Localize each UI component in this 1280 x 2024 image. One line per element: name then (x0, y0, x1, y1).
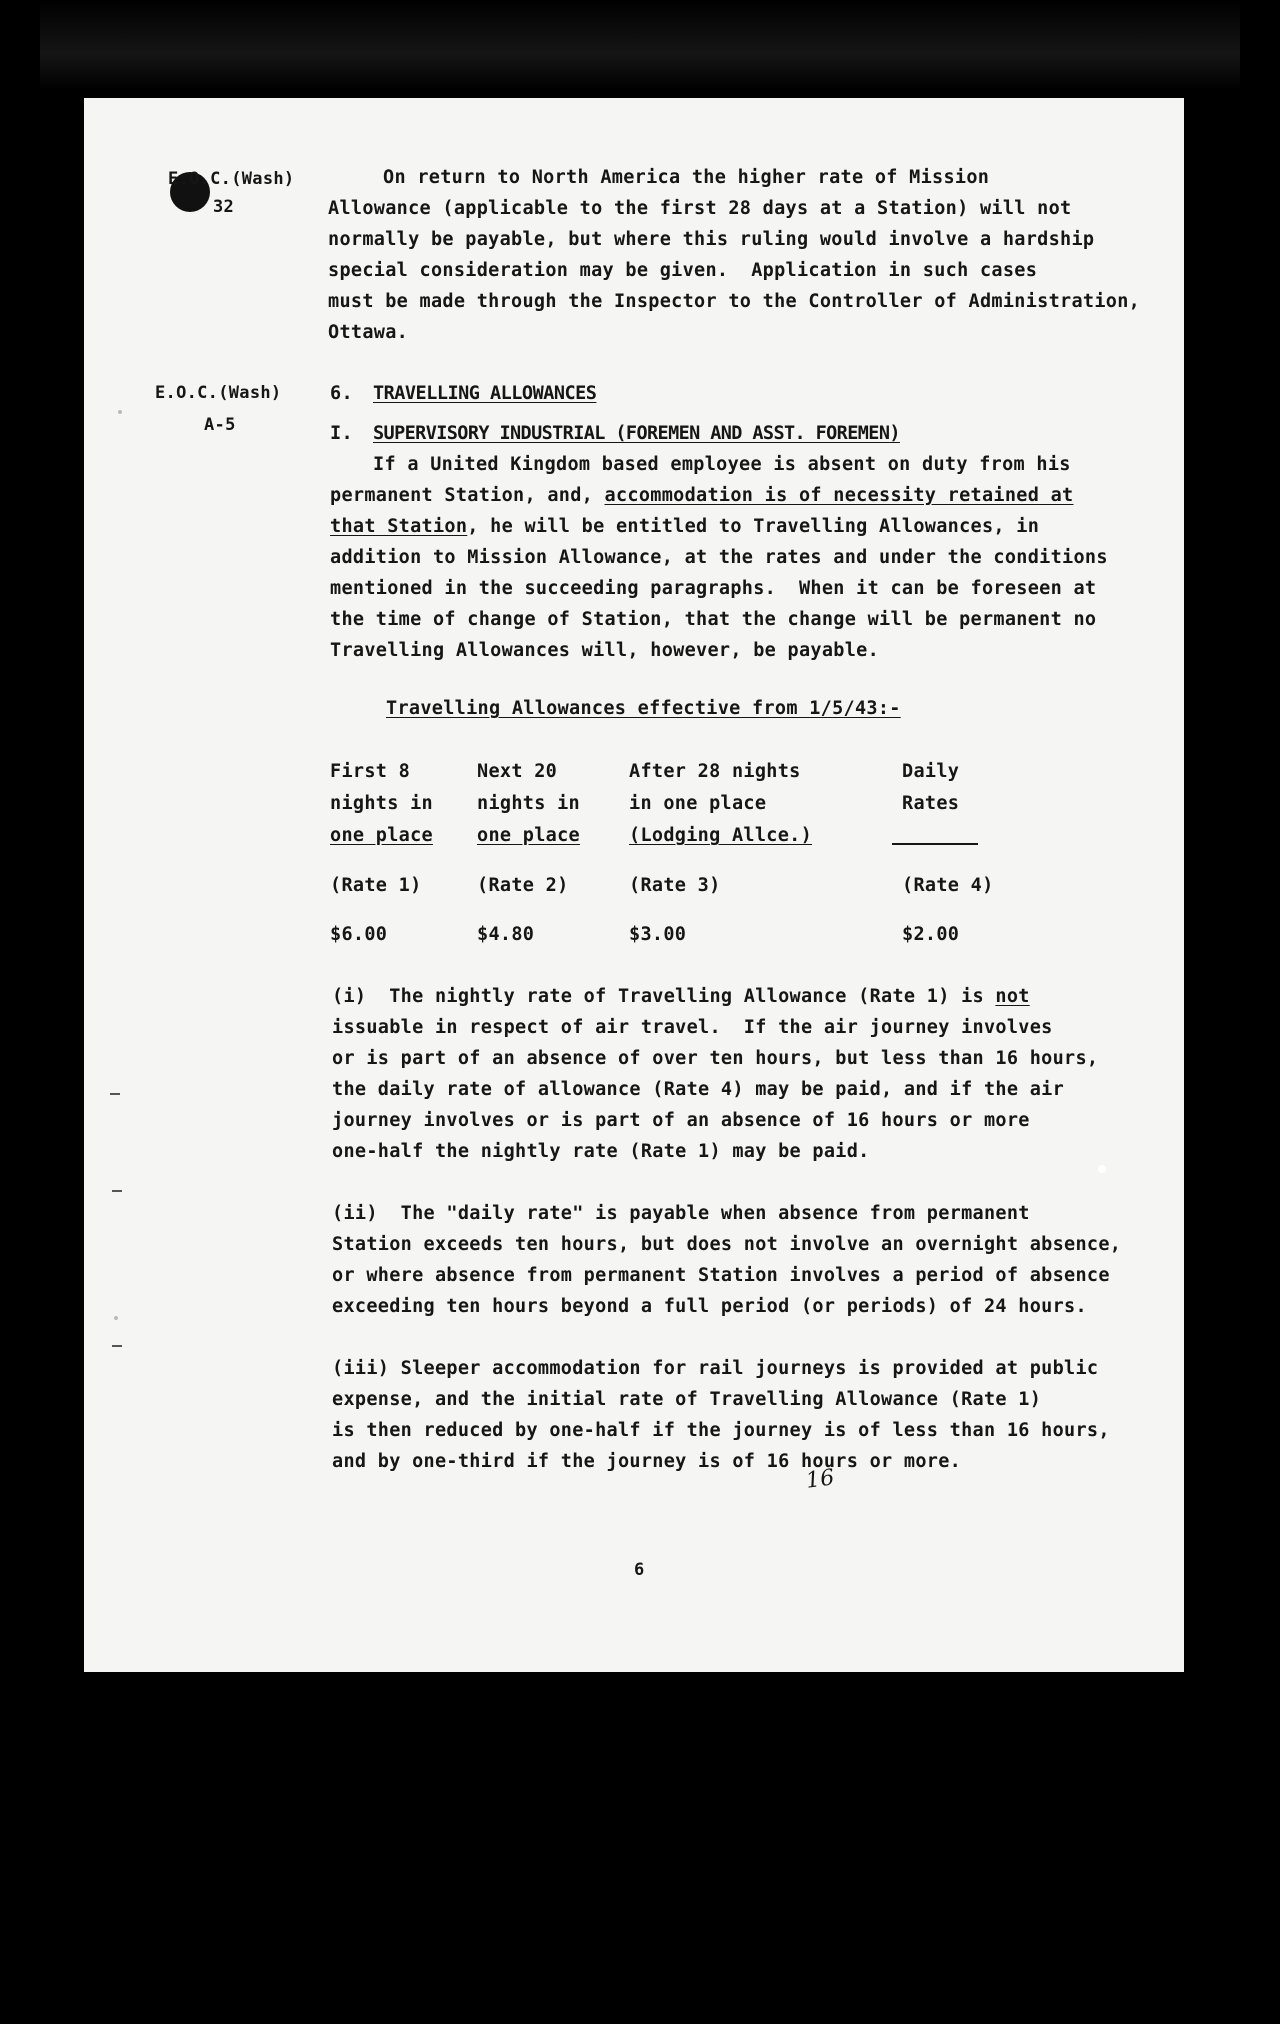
rate-column-header: Next 20 (477, 761, 558, 782)
margin-ref-2-number: A-5 (204, 415, 236, 435)
intro-line: On return to North America the higher rate of Mission (383, 167, 990, 188)
note-iii-line: is then reduced by one-half if the journey is of less than 16 hours, (332, 1420, 1110, 1441)
rate-column-header: (Lodging Allce.) (629, 825, 813, 846)
note-iii-line: expense, and the initial rate of Travelling Allowance (Rate 1) (332, 1389, 1042, 1410)
film-edge (40, 0, 1240, 90)
rate-column-rule (892, 843, 978, 845)
body-line: Travelling Allowances will, however, be payable. (330, 640, 880, 661)
note-iii-line: and by one-third if the journey is of 16 hours or more. (332, 1451, 962, 1472)
rate-column-header: First 8 (330, 761, 411, 782)
rate-column-header: Rates (902, 793, 960, 814)
rate-value: $4.80 (477, 924, 535, 945)
rate-column-header: one place (477, 825, 580, 846)
table-title: Travelling Allowances effective from 1/5/43:- (386, 698, 901, 719)
section-number: 6. (330, 383, 353, 404)
body-line: that Station, he will be entitled to Travelling Allowances, in (330, 516, 1040, 537)
note-i-line: issuable in respect of air travel. If the air journey involves (332, 1017, 1053, 1038)
note-ii-line: or where absence from permanent Station involves a period of absence (332, 1265, 1110, 1286)
section-heading: TRAVELLING ALLOWANCES (373, 383, 597, 404)
rate-label: (Rate 4) (902, 875, 994, 896)
body-line: If a United Kingdom based employee is absent on duty from his (373, 454, 1071, 475)
rate-column-header: nights in (330, 793, 433, 814)
rate-column-header: one place (330, 825, 433, 846)
speck (118, 410, 122, 414)
note-ii-line: (ii) The "daily rate" is payable when absence from permanent (332, 1203, 1030, 1224)
margin-tick-mark (112, 1190, 122, 1192)
note-ii-line: exceeding ten hours beyond a full period (or periods) of 24 hours. (332, 1296, 1087, 1317)
note-i-line: or is part of an absence of over ten hours, but less than 16 hours, (332, 1048, 1099, 1069)
note-i-line: one-half the nightly rate (Rate 1) may be paid. (332, 1141, 870, 1162)
body-line: addition to Mission Allowance, at the rates and under the conditions (330, 547, 1108, 568)
rate-label: (Rate 3) (629, 875, 721, 896)
rate-value: $2.00 (902, 924, 960, 945)
rate-column-header: in one place (629, 793, 767, 814)
note-i-line: journey involves or is part of an absence of 16 hours or more (332, 1110, 1030, 1131)
body-line: mentioned in the succeeding paragraphs. When it can be foreseen at (330, 578, 1097, 599)
body-line: permanent Station, and, accommodation is of necessity retained at (330, 485, 1074, 506)
speck (1098, 1165, 1106, 1173)
intro-line: special consideration may be given. Application in such cases (328, 260, 1038, 281)
speck (114, 1316, 118, 1320)
margin-ref-2: E.O.C.(Wash) (155, 383, 282, 403)
rate-value: $6.00 (330, 924, 388, 945)
margin-ref-1: E.O.C.(Wash) (168, 169, 295, 189)
note-i-line: (i) The nightly rate of Travelling Allowance (Rate 1) is not (332, 986, 1030, 1007)
margin-ref-1-number: 32 (213, 197, 235, 217)
rate-column-header: nights in (477, 793, 580, 814)
rate-label: (Rate 2) (477, 875, 569, 896)
subsection-heading: SUPERVISORY INDUSTRIAL (FOREMEN AND ASST. FOREMEN) (373, 423, 900, 444)
margin-tick-mark (112, 1345, 122, 1347)
intro-line: Allowance (applicable to the first 28 days at a Station) will not (328, 198, 1072, 219)
margin-tick-mark (110, 1093, 120, 1095)
subsection-number: I. (330, 423, 353, 444)
rate-column-header: Daily (902, 761, 960, 782)
intro-line: normally be payable, but where this ruling would involve a hardship (328, 229, 1095, 250)
note-iii-line: (iii) Sleeper accommodation for rail journeys is provided at public (332, 1358, 1099, 1379)
note-ii-line: Station exceeds ten hours, but does not involve an overnight absence, (332, 1234, 1122, 1255)
rate-value: $3.00 (629, 924, 687, 945)
intro-line: Ottawa. (328, 322, 409, 343)
rate-label: (Rate 1) (330, 875, 422, 896)
rate-column-header: After 28 nights (629, 761, 801, 782)
page-number: 6 (634, 1560, 645, 1580)
note-i-line: the daily rate of allowance (Rate 4) may be paid, and if the air (332, 1079, 1065, 1100)
handwritten-correction: 16 (804, 1465, 837, 1494)
body-line: the time of change of Station, that the change will be permanent no (330, 609, 1097, 630)
intro-line: must be made through the Inspector to the Controller of Administration, (328, 291, 1141, 312)
